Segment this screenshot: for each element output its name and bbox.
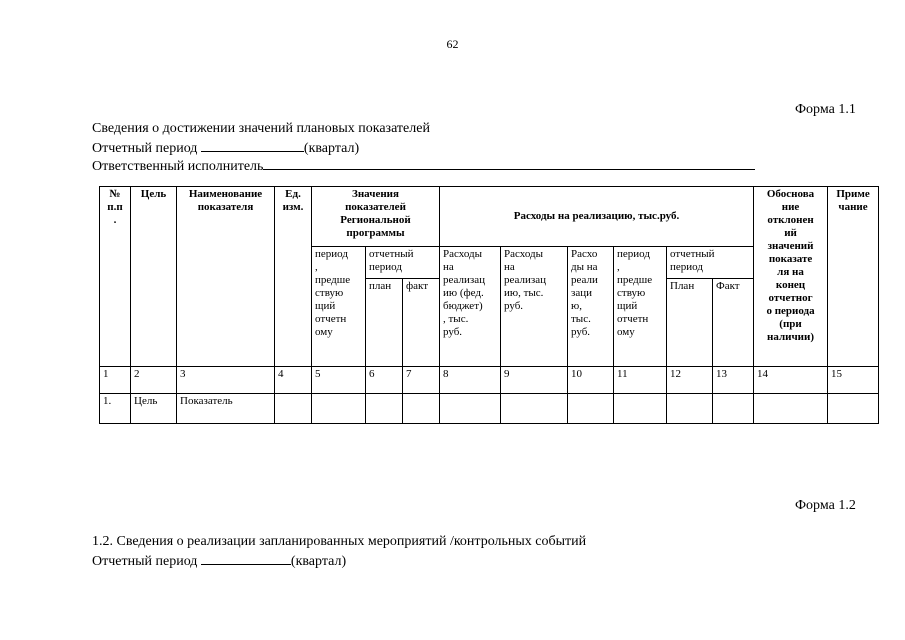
column-number: 10 bbox=[568, 367, 614, 394]
column-number: 4 bbox=[275, 367, 312, 394]
header-number: № п.п . bbox=[100, 187, 131, 367]
header-expenses-report-period: отчетный период bbox=[667, 247, 754, 279]
reporting-period-label-2: Отчетный период bbox=[92, 554, 201, 569]
reporting-period-line bbox=[92, 139, 359, 157]
cell-expenses-fact[interactable] bbox=[713, 394, 754, 424]
form-title-2: 1.2. Сведения о реализации запланированных мероприятий /контрольных событий bbox=[92, 534, 587, 549]
cell-expenses-implementation[interactable] bbox=[568, 394, 614, 424]
cell-expenses-plan[interactable] bbox=[667, 394, 713, 424]
header-expenses-regional: Расходы на реализац ию, тыс. руб. bbox=[501, 247, 568, 367]
header-goal: Цель bbox=[131, 187, 177, 367]
column-number: 5 bbox=[312, 367, 366, 394]
header-note: Приме чание bbox=[828, 187, 879, 367]
column-number: 3 bbox=[177, 367, 275, 394]
cell-expenses-prev[interactable] bbox=[614, 394, 667, 424]
column-number: 11 bbox=[614, 367, 667, 394]
header-expenses-prev-period: период , предше ствую щий отчетн ому bbox=[614, 247, 667, 367]
table-row bbox=[100, 394, 879, 424]
header-expenses-plan: План bbox=[667, 279, 713, 367]
header-expenses-federal: Расходы на реализац ию (фед. бюджет) , тыс. руб. bbox=[440, 247, 501, 367]
form-title: Сведения о достижении значений плановых показателей bbox=[92, 121, 430, 136]
form-label-2: Форма 1.2 bbox=[795, 498, 856, 513]
cell-values-prev[interactable] bbox=[312, 394, 366, 424]
page-number: 62 bbox=[446, 37, 459, 51]
cell-goal: Цель bbox=[131, 394, 177, 424]
header-values-prev-period: период , предше ствую щий отчетн ому bbox=[312, 247, 366, 367]
header-expenses: Расходы на реализацию, тыс.руб. bbox=[440, 187, 754, 247]
column-number: 1 bbox=[100, 367, 131, 394]
cell-number: 1. bbox=[100, 394, 131, 424]
cell-indicator: Показатель bbox=[177, 394, 275, 424]
header-indicator-name: Наименование показателя bbox=[177, 187, 275, 367]
column-number: 12 bbox=[667, 367, 713, 394]
header-values-report-period: отчетный период bbox=[366, 247, 440, 279]
column-number: 7 bbox=[403, 367, 440, 394]
reporting-period-line-2 bbox=[92, 552, 346, 570]
column-number: 15 bbox=[828, 367, 879, 394]
cell-note[interactable] bbox=[828, 394, 879, 424]
header-program-values: Значения показателей Региональной программы bbox=[312, 187, 440, 247]
cell-expenses-regional[interactable] bbox=[501, 394, 568, 424]
cell-values-fact[interactable] bbox=[403, 394, 440, 424]
header-values-plan: план bbox=[366, 279, 403, 367]
header-expenses-implementation: Расхо ды на реали заци ю, тыс. руб. bbox=[568, 247, 614, 367]
reporting-period-blank[interactable] bbox=[201, 139, 304, 152]
reporting-period-suffix-2: (квартал) bbox=[290, 554, 347, 569]
reporting-period-blank-2[interactable] bbox=[201, 552, 291, 565]
header-unit: Ед. изм. bbox=[275, 187, 312, 367]
form-label: Форма 1.1 bbox=[795, 102, 856, 117]
column-number: 13 bbox=[713, 367, 754, 394]
column-numbers-row bbox=[100, 367, 879, 394]
responsible-executor-line bbox=[92, 157, 755, 175]
cell-values-plan[interactable] bbox=[366, 394, 403, 424]
reporting-period-suffix: (квартал) bbox=[303, 141, 360, 156]
responsible-executor-label: Ответственный исполнитель bbox=[92, 159, 264, 174]
cell-unit[interactable] bbox=[275, 394, 312, 424]
indicators-table bbox=[99, 186, 879, 424]
column-number: 14 bbox=[754, 367, 828, 394]
column-number: 8 bbox=[440, 367, 501, 394]
header-values-fact: факт bbox=[403, 279, 440, 367]
column-number: 6 bbox=[366, 367, 403, 394]
cell-expenses-federal[interactable] bbox=[440, 394, 501, 424]
column-number: 2 bbox=[131, 367, 177, 394]
responsible-executor-blank[interactable] bbox=[263, 157, 755, 170]
header-expenses-fact: Факт bbox=[713, 279, 754, 367]
header-justification: Обоснова ние отклонен ий значений показате ля на конец отчетног о периода (при наличии) bbox=[754, 187, 828, 367]
column-number: 9 bbox=[501, 367, 568, 394]
reporting-period-label: Отчетный период bbox=[92, 141, 201, 156]
cell-justification[interactable] bbox=[754, 394, 828, 424]
